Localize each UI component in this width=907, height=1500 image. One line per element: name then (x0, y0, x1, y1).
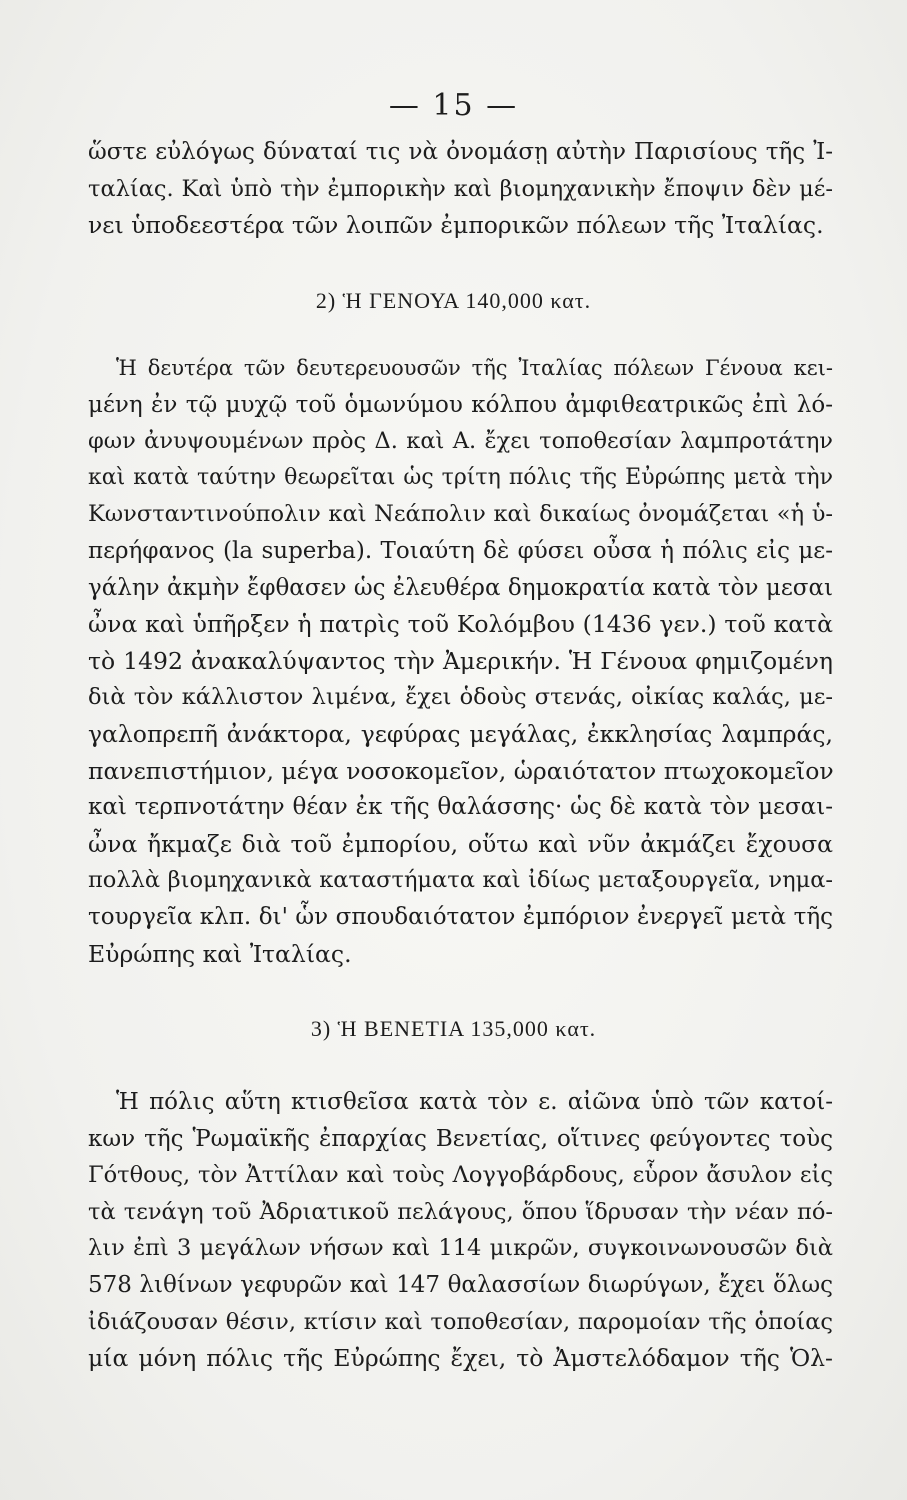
text-line: πολλὰ βιομηχανικὰ καταστήματα καὶ ἰδίως μεταξουργεῖα, νημα- (88, 867, 833, 894)
text-line: γαλοπρεπῆ ἀνάκτορα, γεφύρας μεγάλας, ἐκκλησίας λαμπράς, (88, 719, 833, 748)
text-line: μία μόνη πόλις τῆς Εὐρώπης ἔχει, τὸ Ἀμστελόδαμον τῆς Ὁλ- (88, 1344, 833, 1373)
text-line: Ἡ δευτέρα τῶν δευτερευουσῶν τῆς Ἰταλίας πόλεων Γένουα κει- (116, 356, 833, 380)
text-line: τὰ τενάγη τοῦ Ἀδριατικοῦ πελάγους, ὅπου ἵδρυσαν τὴν νέαν πό- (88, 1198, 833, 1225)
text-line: ὥστε εὐλόγως δύναταί τις νὰ ὀνομάσῃ αὐτὴν Παρισίους τῆς Ἰ- (88, 139, 833, 165)
text-line: περήφανος (la superba). Τοιαύτη δὲ φύσει οὖσα ἡ πόλις εἰς με- (88, 537, 833, 564)
text-line: φων ἀνυψουμένων πρὸς Δ. καὶ Α. ἔχει τοποθεσίαν λαμπροτάτην (88, 428, 833, 455)
text-line: ταλίας. Καὶ ὑπὸ τὴν ἐμπορικὴν καὶ βιομηχανικὴν ἔποψιν δὲν μέ- (88, 175, 833, 202)
section-heading-venice: 3) Ἡ ΒΕΝΕΤΙΑ 135,000 κατ. (310, 1016, 597, 1041)
text-line: κων τῆς Ῥωμαϊκῆς ἐπαρχίας Βενετίας, οἵτινες φεύγοντες τοὺς (88, 1125, 833, 1152)
text-line: λιν ἐπὶ 3 μεγάλων νήσων καὶ 114 μικρῶν, συγκοινωνουσῶν διὰ (88, 1235, 833, 1262)
text-line: γάλην ἀκμὴν ἔφθασεν ὡς ἐλευθέρα δημοκρατία κατὰ τὸν μεσαι (88, 574, 833, 601)
text-line: Γότθους, τὸν Ἀττίλαν καὶ τοὺς Λογγοβάρδους, εὗρον ἄσυλον εἰς (88, 1162, 833, 1189)
text-line: ὦνα καὶ ὑπῆρξεν ἡ πατρὶς τοῦ Κολόμβου (1436 γεν.) τοῦ κατὰ (88, 610, 833, 639)
text-line: 578 λιθίνων γεφυρῶν καὶ 147 θαλασσίων διωρύγων, ἔχει ὅλως (88, 1271, 833, 1298)
page-number: — 15 — (388, 88, 519, 123)
genoa-paragraph (88, 350, 833, 972)
section-heading-genoa: 2) Ἡ ΓΕΝΟΥΑ 140,000 κατ. (315, 288, 592, 313)
intro-paragraph (88, 134, 833, 244)
text-line: πανεπιστήμιον, μέγα νοσοκομεῖον, ὡραιότατον πτωχοκομεῖον (88, 756, 834, 785)
text-line: διὰ τὸν κάλλιστον λιμένα, ἔχει ὁδοὺς στενάς, οἰκίας καλάς, με- (88, 684, 833, 711)
text-line: ὦνα ἤκμαζε διὰ τοῦ ἐμπορίου, οὕτω καὶ νῦν ἀκμάζει ἔχουσα (88, 829, 833, 858)
text-line: Κωνσταντινούπολιν καὶ Νεάπολιν καὶ δικαίως ὀνομάζεται «ἡ ὑ- (88, 501, 833, 528)
venice-paragraph (88, 1084, 833, 1377)
text-line: καὶ κατὰ ταύτην θεωρεῖται ὡς τρίτη πόλις τῆς Εὐρώπης μετὰ τὴν (88, 464, 833, 490)
text-line: Ἡ πόλις αὕτη κτισθεῖσα κατὰ τὸν ε. αἰῶνα ὑπὸ τῶν κατοί- (116, 1089, 833, 1115)
text-line: τουργεῖα κλπ. δι' ὧν σπουδαιότατον ἐμπόριον ἐνεργεῖ μετὰ τῆς (88, 903, 833, 930)
text-line: τὸ 1492 ἀνακαλύψαντος τὴν Ἀμερικήν. Ἡ Γένουα φημιζομένη (88, 646, 833, 675)
text-line: νει ὑποδεεστέρα τῶν λοιπῶν ἐμπορικῶν πόλεων τῆς Ἰταλίας. (88, 211, 824, 240)
text-line: καὶ τερπνοτάτην θέαν ἐκ τῆς θαλάσσης· ὡς δὲ κατὰ τὸν μεσαι- (88, 794, 833, 821)
text-line: Εὐρώπης καὶ Ἰταλίας. (88, 939, 352, 968)
text-line: μένη ἐν τῷ μυχῷ τοῦ ὁμωνύμου κόλπου ἀμφιθεατρικῶς ἐπὶ λό- (88, 391, 833, 418)
text-line: ἰδιάζουσαν θέσιν, κτίσιν καὶ τοποθεσίαν, παρομοίαν τῆς ὁποίας (88, 1308, 833, 1335)
